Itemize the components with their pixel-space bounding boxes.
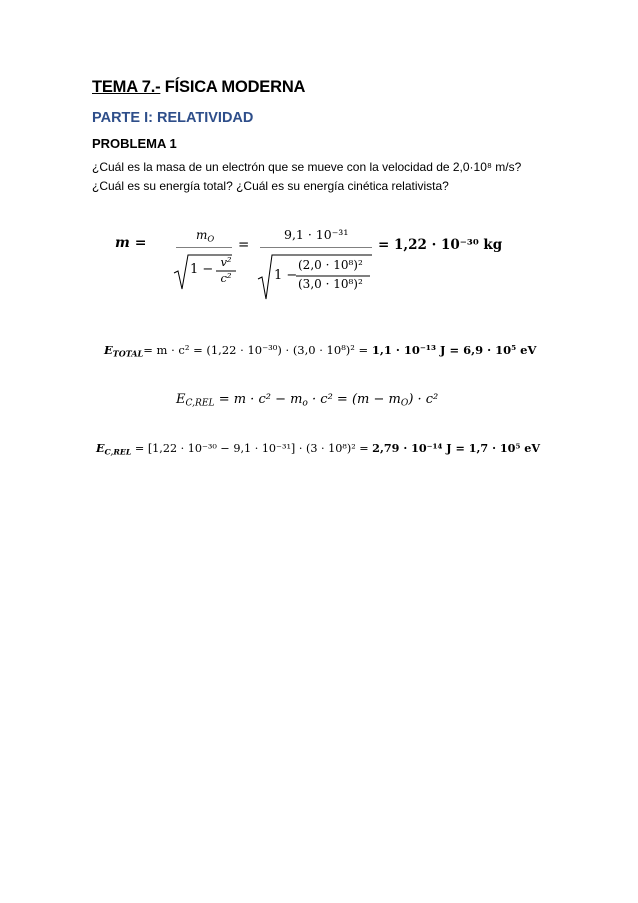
c-squared: c² xyxy=(220,271,232,285)
mass-result: = 1,22 · 10⁻³⁰ kg xyxy=(378,237,503,253)
light-speed-squared: (3,0 · 10⁸)² xyxy=(298,277,363,291)
total-energy-expression: = m · c² = (1,22 · 10⁻³⁰) · (3,0 · 10⁸)² = xyxy=(143,343,372,357)
kinetic-energy-expression: = [1,22 · 10⁻³⁰ − 9,1 · 10⁻³¹] · (3 · 10⁸)² = xyxy=(131,442,373,455)
mass-lhs: m = xyxy=(115,235,147,251)
one-minus-2: 1 − xyxy=(274,268,298,283)
equation-total-energy xyxy=(104,343,536,357)
equals-sign: = xyxy=(238,237,250,253)
title-main: FÍSICA MODERNA xyxy=(160,78,306,96)
total-energy-symbol: $E_{TOTAL}$ xyxy=(104,343,144,359)
rest-mass-value: 9,1 · 10⁻³¹ xyxy=(284,227,349,242)
title-prefix: TEMA 7.- xyxy=(92,78,161,96)
equation-kinetic-energy xyxy=(96,441,540,455)
one-minus-1: 1 − xyxy=(190,262,214,277)
velocity-squared: (2,0 · 10⁸)² xyxy=(298,258,363,272)
equation-kinetic-formula xyxy=(176,392,438,407)
kinetic-energy-symbol: $E_{C,REL}$ xyxy=(176,392,215,409)
problem-question: ¿Cuál es la masa de un electrón que se mueve con la velocidad de 2,0·10⁸ m/s? ¿Cuál es su energía total? ¿Cuál es su energía cinética relativista? xyxy=(92,160,522,193)
v-squared: v² xyxy=(220,255,232,269)
page-title xyxy=(92,78,305,97)
section-heading: PARTE I: RELATIVIDAD xyxy=(92,110,254,126)
rest-mass-symbol: $m_O$ xyxy=(196,228,215,244)
total-energy-result: 1,1 · 10⁻¹³ J = 6,9 · 10⁵ eV xyxy=(371,343,537,357)
kinetic-energy-result: 2,79 · 10⁻¹⁴ J = 1,7 · 10⁵ eV xyxy=(372,441,541,455)
kinetic-formula-part-3: ) · c² xyxy=(408,392,439,407)
kinetic-formula-part-2: · $c^2 = (m - m_O$ xyxy=(307,392,409,409)
kinetic-energy-symbol-2: $E_{C,REL}$ xyxy=(96,441,132,457)
kinetic-formula-part-1: = $m \cdot c^2 - m_o$ xyxy=(214,392,308,409)
problem-heading: PROBLEMA 1 xyxy=(92,136,177,151)
